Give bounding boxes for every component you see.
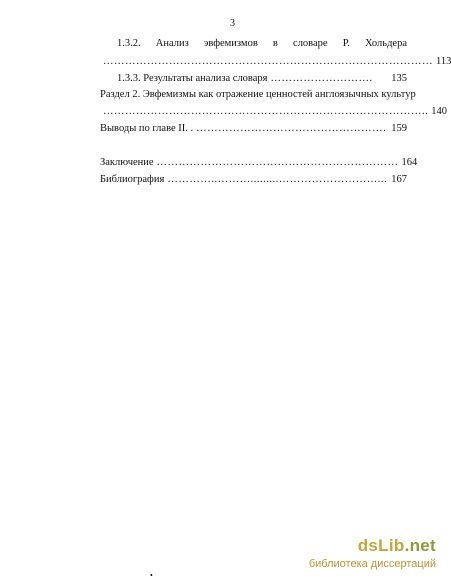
toc-entry-title: 1.3.3. Результаты анализа словаря bbox=[117, 73, 268, 84]
toc-entry-title: Выводы по главе II. . bbox=[100, 123, 194, 134]
toc-dot-leader: …………………………………………………………………………….. bbox=[103, 106, 429, 117]
toc-entry-1-3-3 bbox=[117, 73, 407, 85]
toc-word: эвфемизмов bbox=[203, 38, 258, 49]
toc-page-number: 167 bbox=[391, 174, 407, 185]
watermark-subtitle: библиотека диссертаций bbox=[308, 558, 436, 570]
toc-entry-leader-line bbox=[100, 106, 447, 118]
toc-word: Р. bbox=[342, 38, 350, 49]
toc-entry-title bbox=[117, 38, 407, 50]
toc-word: в bbox=[272, 38, 278, 49]
toc-page-number: 159 bbox=[391, 123, 407, 134]
toc-entry-title: Раздел 2. Эвфемизмы как отражение ценностей англоязычных культур bbox=[100, 89, 416, 100]
watermark-brand-suffix: .net bbox=[404, 536, 436, 555]
toc-word: Анализ bbox=[155, 38, 189, 49]
toc-page-number: 164 bbox=[401, 157, 418, 168]
toc-page-number: 135 bbox=[391, 73, 407, 84]
toc-word: словаре bbox=[293, 38, 328, 49]
toc-dot-leader: ……………………………………………………………………………… bbox=[103, 56, 433, 67]
toc-page-number: 113 bbox=[436, 56, 451, 67]
toc-entry-leader-line bbox=[100, 56, 451, 68]
toc-dot-leader: ………………………………………………………… bbox=[156, 157, 399, 168]
toc-entry-bibliografiya bbox=[100, 174, 407, 186]
toc-entry-vyvody bbox=[100, 123, 407, 135]
toc-dot-leader: ……………………………………………. bbox=[196, 123, 387, 134]
watermark-logo bbox=[358, 536, 436, 556]
dslib-watermark bbox=[309, 536, 436, 570]
toc-word: Хольдера bbox=[365, 38, 407, 49]
footer-mark: • bbox=[150, 571, 153, 580]
toc-entry-zaklyuchenie bbox=[100, 157, 418, 169]
toc-page-number: 140 bbox=[431, 106, 447, 117]
toc-word: 1.3.2. bbox=[117, 38, 141, 49]
watermark-brand: dsLib bbox=[357, 536, 405, 555]
toc-dot-leader: ………………………. bbox=[270, 73, 373, 84]
page-number: 3 bbox=[230, 18, 235, 29]
toc-entry-title: Библиография bbox=[100, 174, 165, 185]
toc-entry-title: Заключение bbox=[100, 157, 154, 168]
toc-dot-leader: …………..……….........………………………... bbox=[167, 174, 388, 185]
